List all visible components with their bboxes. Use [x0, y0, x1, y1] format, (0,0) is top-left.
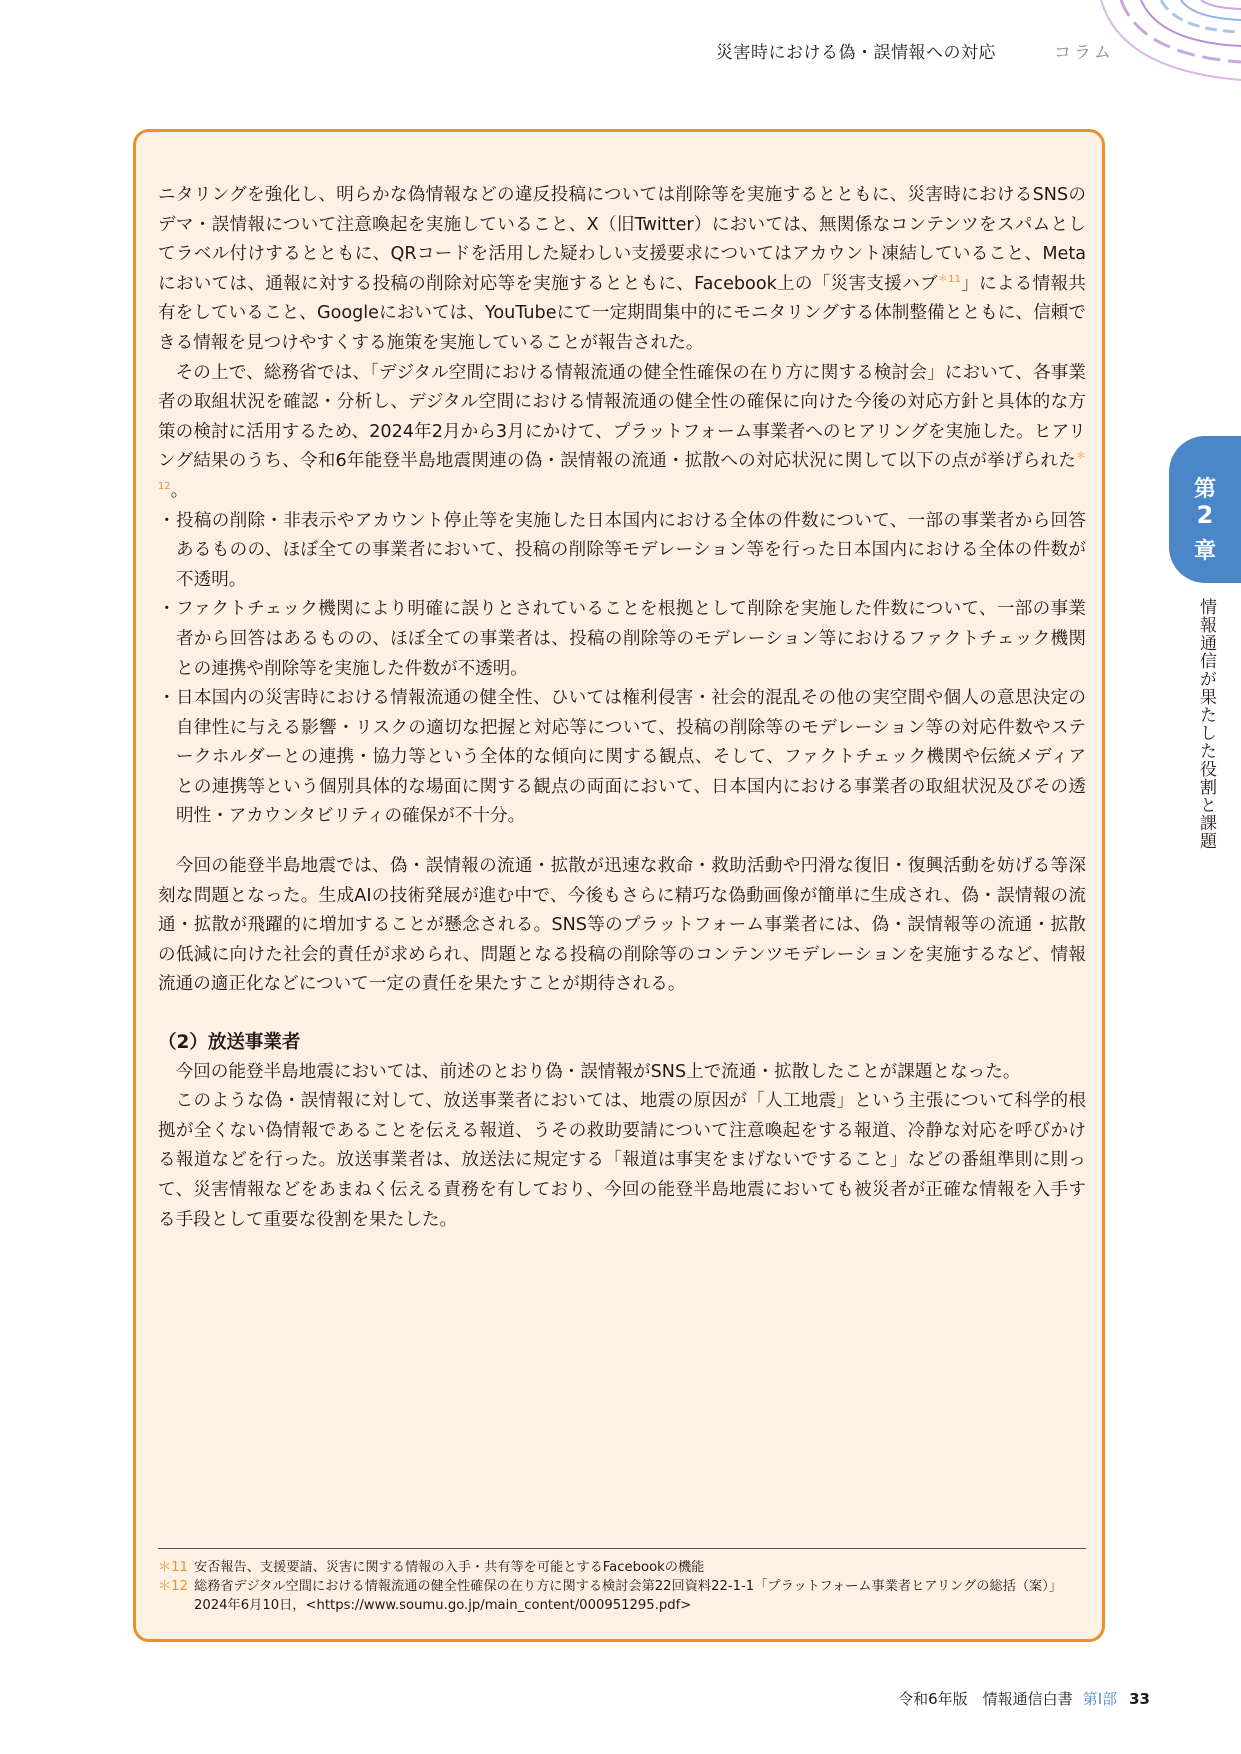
footer-part: 第Ⅰ部: [1082, 1690, 1118, 1708]
paragraph: ニタリングを強化し、明らかな偽情報などの違反投稿については削除等を実施するとともに、災害時におけるSNSのデマ・誤情報について注意喚起を実施していること、X（旧Twitter）においては、無関係なコンテンツをスパムとしてラベル付けするとともに、QRコードを活用した疑わしい支援要求についてはアカウント凍結していること、Metaにおいては、通報に対する投稿の削除対応等を実施するとともに、Facebook上の「災害支援ハブ$^{*11}$」による情報共有をしていること、Googleにおいては、YouTubeにて一定期間集中的にモニタリングする体制整備とともに、信頼できる情報を見つけやすくする施策を実施していることが報告された。: [158, 185, 1086, 353]
footer-title: 令和6年版 情報通信白書: [898, 1690, 1073, 1708]
chapter-side-title: 情報通信が果たした役割と課題: [1196, 598, 1216, 850]
column-body: [158, 181, 1086, 1235]
footnote-ref-12[interactable]: ＊12: [158, 451, 1086, 493]
summary-paragraph: 今回の能登半島地震では、偽・誤情報の流通・拡散が迅速な救命・救助活動や円滑な復旧・復興活動を妨げる等深刻な問題となった。生成AIの技術発展が進む中で、今後もさらに精巧な偽動画像が簡単に生成され、偽・誤情報の流通・拡散が飛躍的に増加することが懸念される。SNS等のプラットフォーム事業者には、偽・誤情報等の流通・拡散の低減に向けた社会的責任が求められ、問題となる投稿の削除等のコンテンツモデレーションを実施するなど、情報流通の適正化などについて一定の責任を果たすことが期待される。: [158, 856, 1086, 995]
page-number: 33: [1129, 1690, 1150, 1708]
chapter-tab[interactable]: 第 2 章: [1169, 436, 1241, 583]
page-footer: [898, 1688, 1150, 1709]
bullet-mark: ・: [158, 510, 176, 531]
bullet-list: [158, 507, 1086, 833]
section-heading: （2）放送事業者: [158, 1032, 301, 1054]
bullet-mark: ・: [158, 599, 176, 620]
paragraph: このような偽・誤情報に対して、放送事業者においては、地震の原因が「人工地震」という主張について科学的根拠が全くない偽情報であることを伝える報道、うその救助要請について注意喚起をする報道、冷静な対応を呼びかける報道などを行った。放送事業者は、放送法に規定する「報道は事実をまげないですること」などの番組準則に則って、災害情報などをあまねく伝える責務を有しており、今回の能登半島地震においても被災者が正確な情報を入手する手段として重要な役割を果たした。: [158, 1091, 1086, 1230]
list-item: ・ 投稿の削除・非表示やアカウント停止等を実施した日本国内における全体の件数について、一部の事業者から回答あるものの、ほぼ全ての事業者において、投稿の削除等モデレーション等を行った日本国内における全体の件数が不透明。: [158, 507, 1086, 596]
paragraph: 今回の能登半島地震においては、前述のとおり偽・誤情報がSNS上で流通・拡散したことが課題となった。: [175, 1061, 1021, 1082]
footnote-11: ＊11 安否報告、支援要請、災害に関する情報の入手・共有等を可能とするFacebookの機能: [158, 1560, 705, 1575]
footnote-12: ＊12 総務省デジタル空間における情報流通の健全性確保の在り方に関する検討会第22回資料22-1-1「プラットフォーム事業者ヒアリングの総括（案）」2024年6月10日，<https://www.soumu.go.jp/main_content/000951295.pdf>: [158, 1579, 1062, 1613]
footnotes: [158, 1558, 1086, 1615]
footnote-divider: [158, 1548, 1086, 1549]
list-item: ・ 日本国内の災害時における情報流通の健全性、ひいては権利侵害・社会的混乱その他の実空間や個人の意思決定の自律性に与える影響・リスクの適切な把握と対応等について、投稿の削除等のモデレーション等の対応件数やステークホルダーとの連携・協力等という全体的な傾向に関する観点、そして、ファクトチェック機関や伝統メディアとの連携等という個別具体的な場面に関する観点の両面において、日本国内における事業者の取組状況及びその透明性・アカウンタビリティの確保が不十分。: [158, 684, 1086, 832]
header-title: 災害時における偽・誤情報への対応: [716, 43, 996, 63]
bullet-mark: ・: [158, 688, 176, 709]
header-column-label: コラム: [1054, 43, 1114, 63]
paragraph: その上で、総務省では、「デジタル空間における情報流通の健全性確保の在り方に関する検討会」において、各事業者の取組状況を確認・分析し、デジタル空間における情報流通の健全性の確保に向けた今後の対応方針と具体的な方策の検討に活用するため、2024年2月から3月にかけて、プラットフォーム事業者へのヒアリングを実施した。ヒアリング結果のうち、令和6年能登半島地震関連の偽・誤情報の流通・拡散への対応状況に関して以下の点が挙げられた$^{*12}$。: [158, 362, 1086, 501]
footnote-ref-11[interactable]: ＊11: [937, 273, 961, 285]
list-item: ・ ファクトチェック機関により明確に誤りとされていることを根拠として削除を実施した件数について、一部の事業者から回答はあるものの、ほぼ全ての事業者は、投稿の削除等のモデレーション等におけるファクトチェック機関との連携や削除等を実施した件数が不透明。: [158, 595, 1086, 684]
